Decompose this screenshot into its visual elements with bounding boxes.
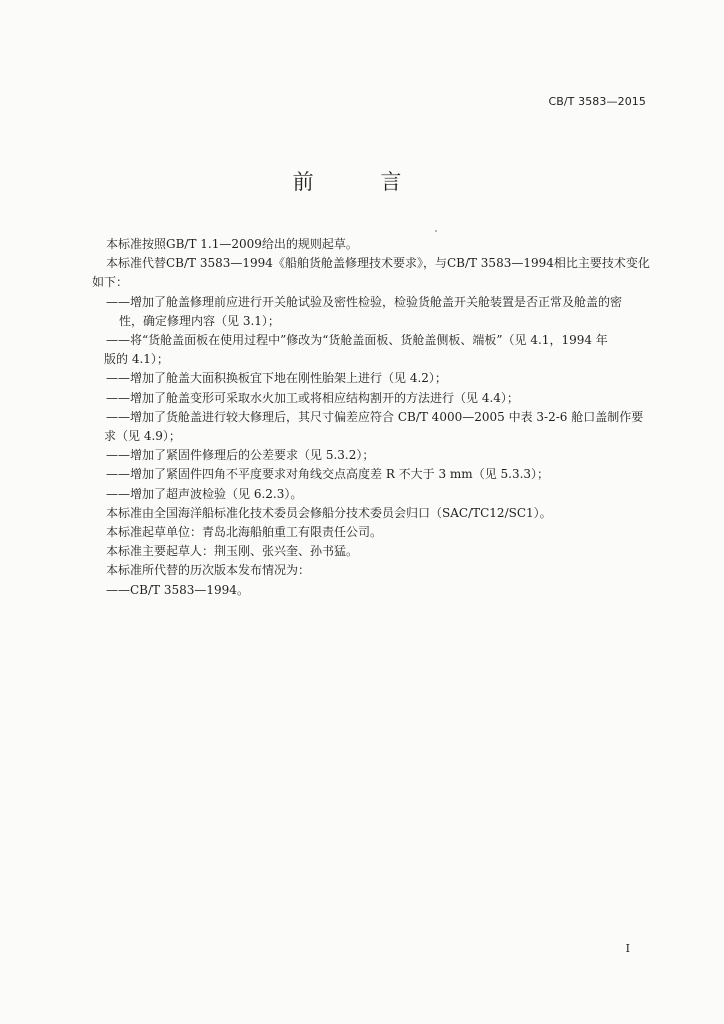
foreword-line: ——增加了舱盖修理前应进行开关舱试验及密性检验，检验货舱盖开关舱装置是否正常及舱盖的密	[106, 294, 623, 309]
foreword-line: ——增加了超声波检验（见 6.2.3）。	[106, 486, 303, 501]
foreword-line: 本标准代替CB/T 3583—1994《船舶货舱盖修理技术要求》，与CB/T 3583—1994相比主要技术变化	[106, 256, 650, 271]
foreword-line: ——增加了舱盖变形可采取水火加工或将相应结构割开的方法进行（见 4.4）；	[106, 390, 519, 405]
foreword-line: 求（见 4.9）；	[104, 429, 181, 444]
standard-code-header: CB/T 3583—2015	[548, 95, 646, 108]
page-title: 前 言	[292, 170, 432, 194]
foreword-content	[92, 235, 652, 600]
foreword-line: 版的 4.1）；	[104, 352, 169, 367]
foreword-line: 本标准由全国海洋船标准化技术委员会修船分技术委员会归口（SAC/TC12/SC1）。	[106, 505, 552, 520]
foreword-line: ——增加了紧固件修理后的公差要求（见 5.3.2）；	[106, 448, 375, 463]
foreword-line: ——增加了紧固件四角不平度要求对角线交点高度差 R 不大于 3 mm（见 5.3.3）；	[106, 467, 550, 482]
foreword-line: 性，确定修理内容（见 3.1）；	[119, 313, 280, 328]
foreword-line: 如下：	[92, 275, 129, 290]
page-number: I	[625, 942, 630, 955]
foreword-line: ——将“货舱盖面板在使用过程中”修改为“货舱盖面板、货舱盖侧板、端板”（见 4.1，1994 年	[106, 333, 608, 348]
foreword-line: 本标准所代替的历次版本发布情况为：	[106, 563, 311, 578]
scan-speck	[435, 230, 437, 232]
foreword-line: 本标准起草单位：青岛北海船舶重工有限责任公司。	[106, 525, 383, 540]
foreword-line: 本标准按照GB/T 1.1—2009给出的规则起草。	[106, 237, 358, 251]
foreword-line: ——增加了舱盖大面积换板宜下地在刚性胎架上进行（见 4.2）；	[106, 371, 447, 386]
foreword-line: 本标准主要起草人：荆玉刚、张兴奎、孙书猛。	[106, 544, 359, 559]
foreword-line: ——CB/T 3583—1994。	[106, 582, 249, 597]
foreword-line: ——增加了货舱盖进行较大修理后，其尺寸偏差应符合 CB/T 4000—2005 中表 3-2-6 舱口盖制作要	[106, 409, 644, 424]
